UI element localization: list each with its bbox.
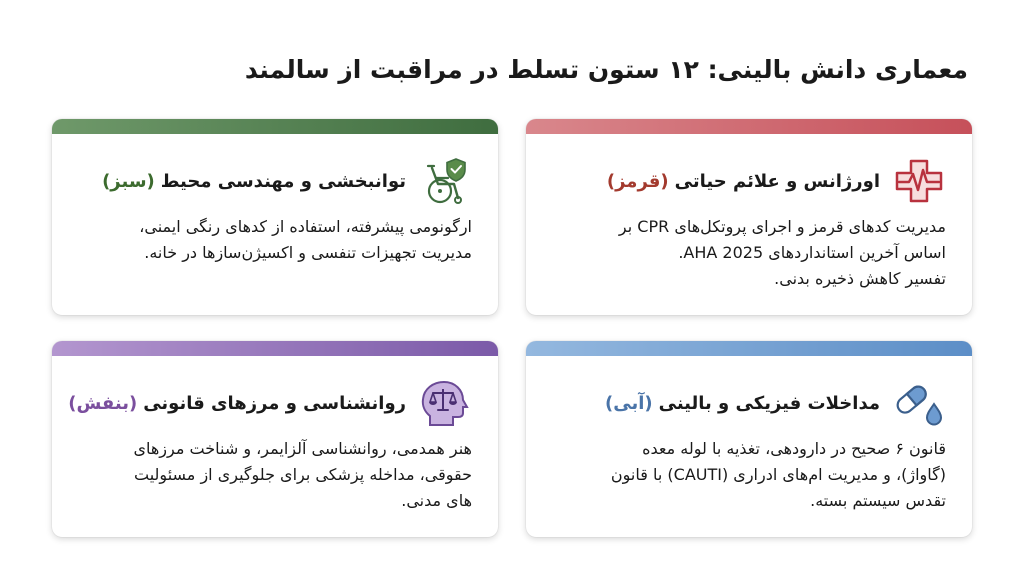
card-description-line: ارگونومی پیشرفته، استفاده از کدهای رنگی ایمنی، <box>139 217 472 236</box>
card-description <box>52 428 498 514</box>
card-accent-bar <box>526 119 972 134</box>
card-description <box>526 428 972 514</box>
card-header <box>52 156 498 206</box>
card-emergency <box>526 119 972 315</box>
card-header <box>526 156 972 206</box>
card-rehabilitation <box>52 119 498 315</box>
card-description-line: حقوقی، مداخله پزشکی برای جلوگیری از مسئولیت <box>134 465 472 484</box>
card-title <box>102 171 406 192</box>
card-description-line: های مدنی. <box>401 491 472 510</box>
capsule-drop-icon <box>892 378 946 428</box>
card-description-line: (گاواژ)، و مدیریت ام‌های ادراری (CAUTI) با قانون <box>610 465 946 484</box>
card-description-line: هنر همدمی، روانشناسی آلزایمر، و شناخت مرزهای <box>133 439 472 458</box>
card-color-tag: (قرمز) <box>606 170 669 192</box>
card-header <box>526 378 972 428</box>
card-accent-bar <box>526 341 972 356</box>
card-title-text: مداخلات فیزیکی و بالینی <box>658 392 880 414</box>
card-title-text: روانشناسی و مرزهای قانونی <box>143 392 406 414</box>
card-title <box>605 393 880 414</box>
card-description-line: مدیریت تجهیزات تنفسی و اکسیژن‌سازها در خانه. <box>144 243 472 262</box>
card-description-line: اساس آخرین استانداردهای AHA 2025. <box>678 243 946 262</box>
wheelchair-shield-icon <box>418 156 472 206</box>
card-color-tag: (آبی) <box>605 392 653 414</box>
card-title <box>607 171 880 192</box>
card-description-line: مدیریت کدهای قرمز و اجرای پروتکل‌های CPR بر <box>618 217 946 236</box>
page-title: معماری دانش بالینی: ۱۲ ستون تسلط در مراقبت از سالمند <box>244 55 968 84</box>
card-title-text: توانبخشی و مهندسی محیط <box>160 170 406 192</box>
card-title <box>68 393 406 414</box>
card-description-line: قانون ۶ صحیح در دارودهی، تغذیه با لوله معده <box>642 439 946 458</box>
card-color-tag: (بنفش) <box>68 392 138 414</box>
card-accent-bar <box>52 341 498 356</box>
card-clinical-interventions <box>526 341 972 537</box>
card-psychology-legal <box>52 341 498 537</box>
card-accent-bar <box>52 119 498 134</box>
card-title-text: اورژانس و علائم حیاتی <box>674 170 880 192</box>
card-description-line: تفسیر کاهش ذخیره بدنی. <box>774 269 946 288</box>
card-description <box>526 206 972 292</box>
card-description <box>52 206 498 266</box>
card-description-line: تقدس سیستم بسته. <box>810 491 946 510</box>
head-scales-icon <box>418 378 472 428</box>
card-color-tag: (سبز) <box>102 170 155 192</box>
card-header <box>52 378 498 428</box>
medical-cross-heartbeat-icon <box>892 156 946 206</box>
